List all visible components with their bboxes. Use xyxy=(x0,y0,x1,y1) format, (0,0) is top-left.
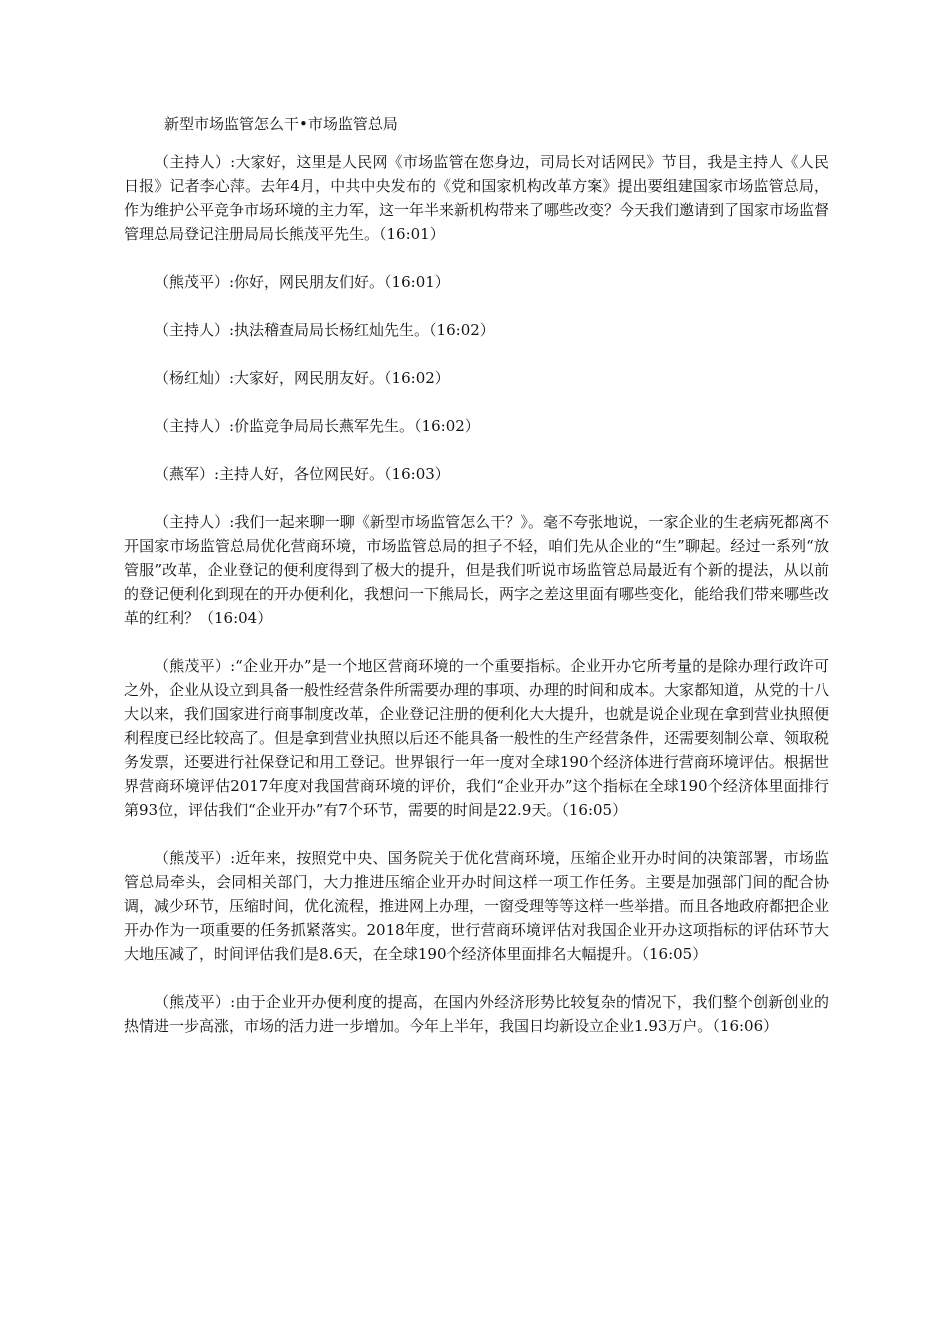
paragraph-host-yan-intro: （主持人）:价监竞争局局长燕军先生。（16:02） xyxy=(154,417,480,435)
paragraph-host-yang-intro: （主持人）:执法稽查局局长杨红灿先生。（16:02） xyxy=(154,321,495,339)
paragraph-xiong-answer-2: （熊茂平）:近年来，按照党中央、国务院关于优化营商环境，压缩企业开办时间的决策部署，市场监管总局牵头，会同相关部门，大力推进压缩企业开办时间这样一项工作任务。主要是加强部门间的配合协调，减少环节，压缩时间，优化流程，推进网上办理，一窗受理等等这样一些举措。而且各地政府都把企业开办作为一项重要的任务抓紧落实。2018年度，世行营商环境评估对我国企业开办这项指标的评估环节大大地压减了，时间评估我们是8.6天，在全球190个经济体里面排名大幅提升。（16:05） xyxy=(124,849,830,963)
paragraph-xiong-answer-1: （熊茂平）:“企业开办”是一个地区营商环境的一个重要指标。企业开办它所考量的是除办理行政许可之外，企业从设立到具备一般性经营条件所需要办理的事项、办理的时间和成本。大家都知道，从党的十八大以来，我们国家进行商事制度改革，企业登记注册的便利化大大提升，也就是说企业现在拿到营业执照便利程度已经比较高了。但是拿到营业执照以后还不能具备一般性的生产经营条件，还需要刻制公章、领取税务发票，还要进行社保登记和用工登记。世界银行一年一度对全球190个经济体进行营商环境评估。根据世界营商环境评估2017年度对我国营商环境的评价，我们“企业开办”这个指标在全球190个经济体里面排行第93位，评估我们“企业开办”有7个环节，需要的时间是22.9天。（16:05） xyxy=(124,657,830,819)
paragraph-yan-greeting: （燕军）:主持人好，各位网民好。（16:03） xyxy=(154,465,450,483)
paragraph-xiong-answer-3: （熊茂平）:由于企业开办便利度的提高，在国内外经济形势比较复杂的情况下，我们整个创新创业的热情进一步高涨，市场的活力进一步增加。今年上半年，我国日均新设立企业1.93万户。（16:06） xyxy=(124,993,829,1035)
document-page xyxy=(124,112,829,1062)
document-title: 新型市场监管怎么干•市场监管总局 xyxy=(164,115,398,133)
paragraph-host-intro: （主持人）:大家好，这里是人民网《市场监管在您身边，司局长对话网民》节目，我是主持人《人民日报》记者李心萍。去年4月，中共中央发布的《党和国家机构改革方案》提出要组建国家市场监管总局，作为维护公平竞争市场环境的主力军，这一年半来新机构带来了哪些改变？今天我们邀请到了国家市场监督管理总局登记注册局局长熊茂平先生。（16:01） xyxy=(124,153,830,243)
paragraph-host-question: （主持人）:我们一起来聊一聊《新型市场监管怎么干？》。毫不夸张地说，一家企业的生老病死都离不开国家市场监管总局优化营商环境，市场监管总局的担子不轻，咱们先从企业的“生”聊起。经过一系列“放管服”改革，企业登记的便利度得到了极大的提升，但是我们听说市场监管总局最近有个新的提法，从以前的登记便利化到现在的开办便利化，我想问一下熊局长，两字之差这里面有哪些变化，能给我们带来哪些改革的红利？（16:04） xyxy=(124,513,830,627)
paragraph-xiong-greeting: （熊茂平）:你好，网民朋友们好。（16:01） xyxy=(154,273,450,291)
paragraph-yang-greeting: （杨红灿）:大家好，网民朋友好。（16:02） xyxy=(154,369,450,387)
